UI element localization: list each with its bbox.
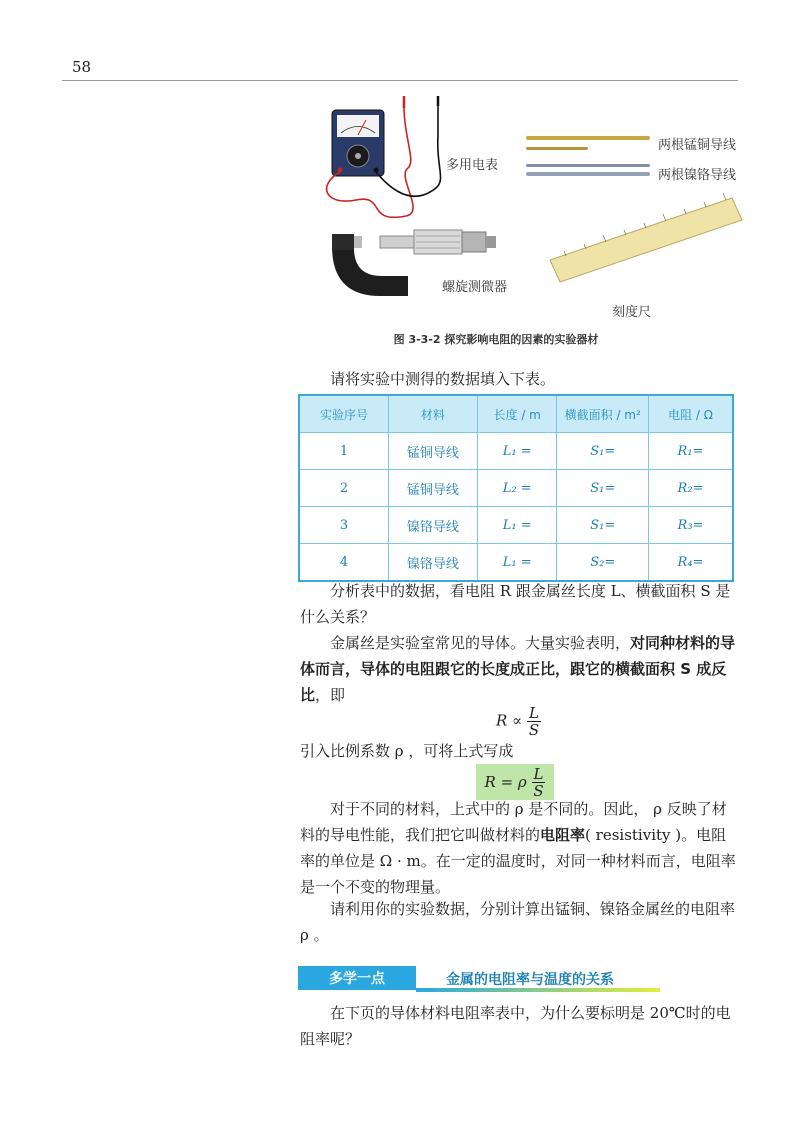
table-instruction: 请将实验中测得的数据填入下表。 bbox=[330, 370, 556, 388]
metal-paragraph bbox=[300, 630, 736, 708]
resistivity-term: 电阻率 bbox=[540, 826, 586, 844]
cell-length: L₂ = bbox=[477, 470, 557, 507]
cell-resistance: R₃= bbox=[648, 507, 733, 544]
proportional-formula bbox=[496, 705, 541, 738]
metal-paragraph-end: ，即 bbox=[315, 686, 346, 704]
cell-length: L₁ = bbox=[477, 433, 557, 470]
header-resistance: 电阻 / Ω bbox=[648, 395, 733, 433]
manganin-wires-image bbox=[526, 136, 650, 150]
formula2-fraction bbox=[532, 766, 546, 799]
manganin-label: 两根锰铜导线 bbox=[658, 138, 737, 153]
formula2-denominator: S bbox=[533, 781, 544, 800]
data-table bbox=[298, 394, 734, 582]
cell-material: 镍铬导线 bbox=[388, 544, 477, 582]
equipment-figure bbox=[296, 96, 746, 326]
cell-area: S₁= bbox=[557, 433, 649, 470]
formula1-numerator: L bbox=[529, 704, 539, 722]
cell-material: 锰铜导线 bbox=[388, 433, 477, 470]
resistivity-paragraph-2: ( resistivity )。电阻率的单位是 Ω · m。在一定的温度时，对同一种材料而言，电阻率是一个不变的物理量。 bbox=[300, 826, 736, 896]
cell-resistance: R₂= bbox=[648, 470, 733, 507]
multimeter-image bbox=[327, 96, 441, 217]
cell-area: S₁= bbox=[557, 470, 649, 507]
analysis-paragraph: 分析表中的数据，看电阻 R 跟金属丝长度 L、横截面积 S 是什么关系？ bbox=[300, 582, 731, 626]
cell-material: 锰铜导线 bbox=[388, 470, 477, 507]
cell-resistance: R₄= bbox=[648, 544, 733, 582]
resistivity-paragraph-1: 对于不同的材料，上式中的 ρ 是不同的。因此， ρ 反映了材料的导电性能，我们把它叫做材料的 bbox=[300, 800, 727, 844]
metal-paragraph-bold: 对同种材料的导体而言，导体的电阻跟它的长度成正比，跟它的横截面积 S 成反比 bbox=[300, 634, 736, 704]
metal-paragraph-plain: 金属丝是实验室常见的导体。大量实验表明， bbox=[330, 634, 631, 652]
cell-material: 镍铬导线 bbox=[388, 507, 477, 544]
figure-caption: 图 3-3-2 探究影响电阻的因素的实验器材 bbox=[393, 333, 599, 346]
calc-paragraph: 请利用你的实验数据，分别计算出锰铜、镍铬金属丝的电阻率 ρ 。 bbox=[300, 900, 736, 944]
section-title: 金属的电阻率与温度的关系 bbox=[446, 972, 614, 988]
header-area: 横截面积 / m² bbox=[557, 395, 649, 433]
cell-length: L₁ = bbox=[477, 544, 557, 582]
micrometer-label: 螺旋测微器 bbox=[442, 280, 508, 295]
header-rule bbox=[62, 80, 738, 81]
formula1-lhs: R ∝ bbox=[496, 711, 523, 730]
table-row bbox=[299, 433, 733, 470]
resistivity-paragraph bbox=[300, 796, 736, 900]
multimeter-label: 多用电表 bbox=[446, 158, 499, 173]
header-length: 长度 / m bbox=[477, 395, 557, 433]
equipment-illustration bbox=[296, 96, 746, 326]
table-row bbox=[299, 470, 733, 507]
nichrome-label: 两根镍铬导线 bbox=[658, 168, 737, 183]
cell-trial: 3 bbox=[299, 507, 388, 544]
cell-area: S₂= bbox=[557, 544, 649, 582]
cell-resistance: R₁= bbox=[648, 433, 733, 470]
page-number: 58 bbox=[72, 58, 92, 76]
formula2-numerator: L bbox=[533, 764, 544, 783]
question-paragraph: 在下页的导体材料电阻率表中，为什么要标明是 20℃时的电阻率呢？ bbox=[300, 1004, 731, 1048]
cell-trial: 2 bbox=[299, 470, 388, 507]
ruler-label: 刻度尺 bbox=[612, 305, 652, 320]
formula2-lhs: R = ρ bbox=[484, 773, 527, 791]
cell-area: S₁= bbox=[557, 507, 649, 544]
section-tag: 多学一点 bbox=[298, 966, 416, 990]
cell-length: L₁ = bbox=[477, 507, 557, 544]
formula1-denominator: S bbox=[528, 721, 540, 739]
resistivity-formula bbox=[476, 764, 554, 800]
formula1-fraction bbox=[527, 705, 541, 738]
intro-paragraph: 引入比例系数 ρ ，可将上式写成 bbox=[300, 742, 514, 760]
table-row bbox=[299, 544, 733, 582]
header-trial-number: 实验序号 bbox=[299, 395, 388, 433]
ruler-image bbox=[550, 193, 742, 282]
cell-trial: 4 bbox=[299, 544, 388, 582]
extra-learning-section bbox=[298, 966, 736, 992]
table-header-row bbox=[299, 395, 733, 433]
header-material: 材料 bbox=[388, 395, 477, 433]
table-row bbox=[299, 507, 733, 544]
cell-trial: 1 bbox=[299, 433, 388, 470]
nichrome-wires-image bbox=[526, 164, 650, 176]
